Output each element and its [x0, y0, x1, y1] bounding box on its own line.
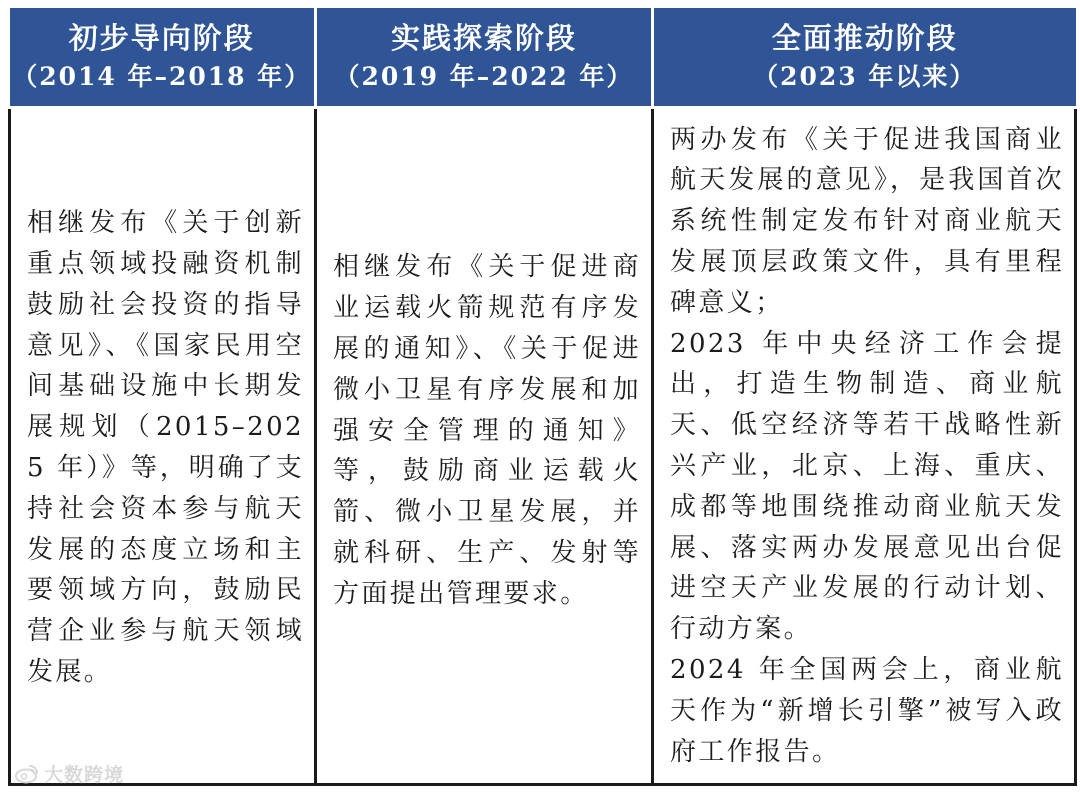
stage-1-content-cell [10, 108, 316, 785]
table-header [10, 8, 1076, 108]
stage-3-paragraph: 2024 年全国两会上，商业航天作为“新增长引擎”被写入政府工作报告。 [670, 654, 1064, 767]
header-cell-stage-1 [10, 8, 316, 108]
stage-1-title: 初步导向阶段 [68, 21, 255, 55]
header-cell-stage-3 [653, 8, 1076, 108]
weibo-logo-icon [14, 762, 40, 784]
header-row [10, 8, 1076, 108]
watermark [14, 760, 124, 786]
stage-2-description: 相继发布《关于促进商业运载火箭规范有序发展的通知》、《关于促进微小卫星有序发展和加强安全管理的通知》等，鼓励商业运载火箭、微小卫星发展，并就科研、生产、发射等方面提出管理要求。 [333, 252, 641, 609]
watermark-text: 大数跨境 [44, 763, 125, 786]
stage-3-paragraph: 两办发布《关于促进我国商业航天发展的意见》，是我国首次系统性制定发布针对商业航天发展顶层政策文件，具有里程碑意义； [670, 124, 1064, 318]
stage-3-content-cell [653, 108, 1076, 785]
policy-stages-table [8, 8, 1077, 786]
stage-3-title: 全面推动阶段 [771, 21, 958, 55]
stage-2-content-cell [316, 108, 653, 785]
stage-1-period: （2014 年–2018 年） [12, 62, 312, 91]
stage-3-period: （2023 年以来） [753, 62, 977, 91]
table-body [10, 108, 1076, 785]
content-row [10, 108, 1076, 785]
stage-1-description: 相继发布《关于创新重点领域投融资机制鼓励社会投资的指导意见》、《国家民用空间基础设施中长期发展规划（2015–2025 年）》等，明确了支持社会资本参与航天发展的态度立场和主要领域方向，鼓励民营企业参与航天领域发展。 [27, 208, 304, 687]
header-cell-stage-2 [316, 8, 653, 108]
stage-3-paragraph: 2023 年中央经济工作会提出，打造生物制造、商业航天、低空经济等若干战略性新兴产业，北京、上海、重庆、成都等地围绕推动商业航天发展、落实两办发展意见出台促进空天产业发展的行动计划、行动方案。 [670, 328, 1064, 645]
stage-2-title: 实践探索阶段 [390, 21, 577, 55]
stage-2-period: （2019 年–2022 年） [334, 62, 634, 91]
stage-3-description [670, 120, 1064, 773]
